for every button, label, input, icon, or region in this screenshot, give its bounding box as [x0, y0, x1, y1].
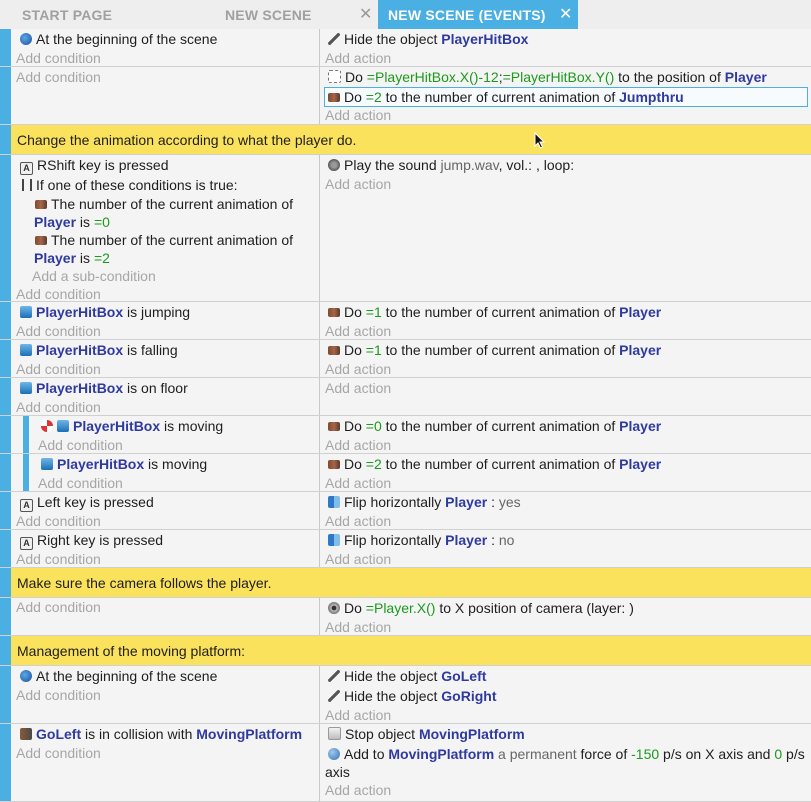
add-action-link[interactable]: Add action [325, 50, 392, 66]
sub-condition-cont [34, 249, 110, 267]
value: PlayerHitBox.Y() [510, 69, 615, 85]
actions-area [320, 492, 811, 529]
condition-text: If one of these conditions is true: [36, 177, 238, 193]
action[interactable] [328, 303, 661, 321]
scene-start-icon [20, 33, 32, 45]
event-bar[interactable] [0, 530, 11, 567]
condition[interactable] [20, 493, 154, 511]
keyboard-icon: A [20, 537, 33, 550]
add-action-link[interactable]: Add action [325, 380, 392, 396]
event-bar[interactable] [0, 378, 11, 415]
operator: = [502, 69, 511, 85]
add-action-link[interactable]: Add action [325, 361, 392, 377]
condition[interactable] [41, 455, 207, 473]
comment-text[interactable]: Change the animation according to what the player do. [17, 132, 357, 148]
value: 2 [373, 456, 382, 472]
event-row[interactable] [0, 492, 811, 530]
event-bar[interactable] [0, 302, 11, 339]
add-subcondition-link[interactable]: Add a sub-condition [32, 268, 156, 284]
add-condition-link[interactable]: Add condition [16, 513, 101, 529]
value: 1 [373, 304, 382, 320]
add-action-link[interactable]: Add action [325, 475, 392, 491]
object-name: Player [619, 342, 662, 358]
object-name: Player [619, 418, 662, 434]
condition-text: key is pressed [75, 157, 169, 173]
actions-area [320, 29, 811, 66]
event-row[interactable] [0, 340, 811, 378]
action[interactable] [328, 667, 486, 685]
add-condition-link[interactable]: Add condition [16, 399, 101, 415]
condition[interactable] [20, 531, 163, 549]
event-bar[interactable] [0, 67, 11, 124]
object-name: MovingPlatform [196, 726, 303, 742]
operator: = [366, 69, 375, 85]
action-text: Stop object [345, 726, 419, 742]
event-bar[interactable] [0, 724, 11, 801]
condition-text: is on floor [123, 380, 188, 396]
add-condition-link[interactable]: Add condition [16, 599, 101, 615]
conditions-area [11, 155, 320, 301]
platformer-icon [20, 344, 32, 356]
object-name: Player [34, 250, 77, 266]
action-text: Do [344, 342, 366, 358]
condition[interactable] [20, 725, 302, 743]
event-bar[interactable] [0, 454, 11, 491]
camera-icon [328, 602, 340, 614]
platformer-icon [20, 382, 32, 394]
sub-event-row[interactable] [0, 416, 811, 454]
actions-area [320, 302, 811, 339]
action-text: p/s [782, 746, 805, 762]
or-icon [22, 179, 32, 191]
value: yes [498, 494, 521, 510]
action[interactable] [328, 30, 528, 48]
comment-text[interactable]: Make sure the camera follows the player. [17, 575, 272, 591]
action-text: Flip horizontally [344, 494, 446, 510]
object-name: PlayerHitBox [57, 456, 145, 472]
keyboard-icon: A [20, 499, 33, 512]
sound-file: jump.wav [440, 157, 499, 173]
value: -150 [631, 746, 660, 762]
action[interactable] [328, 531, 514, 549]
condition-text: is jumping [123, 304, 191, 320]
action-text: to X position of camera [435, 600, 587, 616]
action[interactable] [328, 68, 767, 86]
animation-icon [328, 308, 340, 317]
condition[interactable] [20, 303, 190, 321]
object-name: Player [619, 304, 662, 320]
value: 2 [373, 89, 382, 105]
add-condition-link[interactable]: Add condition [16, 69, 101, 85]
animation-icon [35, 236, 47, 245]
action-text: Hide the object [344, 31, 442, 47]
action-text: , loop: [535, 157, 575, 173]
separator: : [487, 494, 499, 510]
event-row[interactable] [0, 598, 811, 636]
event-bar[interactable] [0, 340, 11, 377]
mouse-cursor-icon [534, 132, 546, 150]
condition-text: is [76, 250, 94, 266]
action-text: Hide the object [344, 668, 442, 684]
action[interactable] [328, 156, 574, 174]
hide-object-icon [328, 670, 340, 682]
comment-row[interactable] [0, 568, 811, 598]
actions-area [320, 340, 811, 377]
comment-row[interactable] [0, 636, 811, 666]
sub-condition-cont [34, 213, 110, 231]
condition-text: is moving [160, 418, 224, 434]
sound-icon [328, 159, 340, 171]
action[interactable] [328, 341, 661, 359]
action[interactable] [328, 725, 525, 743]
action-text: p/s on X axis and [659, 746, 775, 762]
event-bar[interactable] [0, 492, 11, 529]
operator: = [93, 214, 103, 230]
event-row[interactable] [0, 67, 811, 125]
action-text: Do [344, 304, 366, 320]
action-text: to the number of current animation of [381, 418, 620, 434]
add-condition-link[interactable]: Add condition [16, 551, 101, 567]
add-action-link[interactable]: Add action [325, 551, 392, 567]
animation-icon [35, 200, 47, 209]
comment-row[interactable] [0, 125, 811, 155]
conditions-area [11, 598, 320, 635]
add-condition-link[interactable]: Add condition [16, 50, 101, 66]
object-name: GoLeft [36, 726, 82, 742]
event-bar[interactable] [0, 568, 11, 597]
actions-area [320, 155, 811, 301]
conditions-area [11, 492, 320, 529]
conditions-area [11, 666, 320, 723]
condition-text: is in collision with [81, 726, 197, 742]
conditions-area [11, 724, 320, 801]
condition[interactable] [41, 417, 223, 435]
comment-text[interactable]: Management of the moving platform: [17, 643, 246, 659]
action[interactable] [328, 455, 661, 473]
condition-text: At the beginning of the scene [36, 31, 218, 47]
stop-object-icon [328, 727, 341, 740]
conditions-area [11, 340, 320, 377]
actions-area [320, 378, 811, 415]
add-condition-link[interactable]: Add condition [16, 361, 101, 377]
event-row[interactable] [0, 378, 811, 416]
object-name: Player [445, 494, 488, 510]
key-name: RShift [37, 157, 76, 173]
key-name: Right [37, 532, 70, 548]
conditions-area [11, 530, 320, 567]
add-condition-link[interactable]: Add condition [38, 475, 123, 491]
add-condition-link[interactable]: Add condition [38, 437, 123, 453]
object-name: PlayerHitBox [73, 418, 161, 434]
animation-icon [328, 93, 340, 102]
add-action-link[interactable]: Add action [325, 513, 392, 529]
add-action-link[interactable]: Add action [325, 323, 392, 339]
sub-event-row[interactable] [0, 454, 811, 492]
conditions-area [11, 378, 320, 415]
object-name: Player [445, 532, 488, 548]
operator: = [93, 250, 103, 266]
actions-area [320, 454, 811, 491]
event-row[interactable] [0, 302, 811, 340]
actions-area [320, 666, 811, 723]
action-text: , vol.: [498, 157, 536, 173]
flip-icon [328, 496, 340, 508]
action[interactable] [328, 745, 805, 763]
action-text: Do [345, 69, 367, 85]
condition[interactable] [20, 156, 169, 174]
action[interactable] [328, 599, 634, 617]
event-row[interactable] [0, 666, 811, 724]
value: 1 [373, 342, 382, 358]
tab-new-scene-close-icon[interactable]: ✕ [359, 6, 373, 23]
action-text: force of [580, 746, 632, 762]
sub-condition[interactable] [35, 195, 293, 213]
add-condition-link[interactable]: Add condition [16, 323, 101, 339]
event-row[interactable] [0, 530, 811, 568]
add-action-link[interactable]: Add action [325, 782, 392, 798]
operator: = [365, 342, 374, 358]
value: Player.X() [373, 600, 436, 616]
tab-start-page[interactable]: START PAGE [22, 7, 113, 23]
add-action-link[interactable]: Add action [325, 619, 392, 635]
condition-text: key is pressed [60, 494, 154, 510]
condition-text: The number of the current animation of [51, 196, 294, 212]
force-icon [328, 748, 340, 760]
sub-condition[interactable] [35, 231, 293, 249]
condition-text: The number of the current animation of [51, 232, 294, 248]
operator: = [365, 456, 374, 472]
action-text: Add to [344, 746, 389, 762]
action-selected[interactable] [324, 87, 808, 107]
separator: ; [498, 69, 503, 85]
object-name: PlayerHitBox [36, 380, 124, 396]
hide-object-icon [328, 33, 340, 45]
operator: = [365, 600, 374, 616]
action-text: to the position of [614, 69, 725, 85]
conditions-area [11, 67, 320, 124]
condition-text: is [76, 214, 94, 230]
object-name: MovingPlatform [418, 726, 525, 742]
scene-start-icon [20, 670, 32, 682]
operator: = [365, 418, 374, 434]
event-bar[interactable] [0, 598, 11, 635]
action-text: Hide the object [344, 688, 442, 704]
action-text: Play the sound [344, 157, 441, 173]
actions-area [320, 598, 811, 635]
object-name: Jumpthru [619, 89, 684, 105]
object-name: Player [619, 456, 662, 472]
operator: = [365, 89, 374, 105]
value: PlayerHitBox.X()-12 [374, 69, 499, 85]
action-text: Do [344, 89, 366, 105]
key-name: Left [37, 494, 61, 510]
object-name: GoRight [441, 688, 497, 704]
object-name: Player [724, 69, 767, 85]
event-bar[interactable] [0, 29, 11, 66]
add-condition-link[interactable]: Add condition [16, 286, 101, 302]
hide-object-icon [328, 690, 340, 702]
keyboard-icon: A [20, 162, 33, 175]
event-bar[interactable] [0, 155, 11, 301]
action-wrap [325, 763, 350, 781]
tab-new-scene-events-label: NEW SCENE (EVENTS) [388, 7, 546, 23]
value: 0 [102, 214, 110, 230]
condition[interactable] [20, 30, 217, 48]
actions-area [320, 724, 811, 801]
actions-area [320, 67, 811, 124]
add-condition-link[interactable]: Add condition [16, 745, 101, 761]
action-text: axis [325, 764, 350, 780]
condition[interactable] [20, 667, 217, 685]
tab-new-scene-events-close-icon[interactable]: ✕ [559, 6, 573, 23]
condition-text: key is pressed [69, 532, 164, 548]
condition-text: is moving [144, 456, 208, 472]
event-row[interactable] [0, 724, 811, 802]
action[interactable] [328, 687, 497, 705]
object-name: Player [34, 214, 77, 230]
value: 0 [774, 746, 783, 762]
operator: = [365, 304, 374, 320]
conditions-area [11, 454, 320, 491]
add-action-link[interactable]: Add action [325, 176, 392, 192]
animation-icon [328, 346, 340, 355]
action-text: Do [344, 456, 366, 472]
event-row[interactable] [0, 29, 811, 67]
add-action-link[interactable]: Add action [325, 437, 392, 453]
action[interactable] [328, 493, 521, 511]
invert-condition-icon [41, 420, 53, 432]
condition-text: is falling [123, 342, 178, 358]
value: 2 [102, 250, 110, 266]
events-sheet [0, 29, 811, 801]
add-action-link[interactable]: Add action [325, 107, 392, 123]
animation-icon [328, 460, 340, 469]
flip-icon [328, 534, 340, 546]
condition[interactable] [20, 379, 188, 397]
action-text: a permanent [494, 746, 581, 762]
action-text: to the number of current animation of [381, 304, 620, 320]
conditions-area [11, 302, 320, 339]
platformer-icon [41, 458, 53, 470]
object-name: PlayerHitBox [36, 304, 124, 320]
position-icon [328, 70, 341, 83]
value: no [498, 532, 515, 548]
event-bar[interactable] [0, 666, 11, 723]
action-text: (layer: ) [586, 600, 634, 616]
object-name: PlayerHitBox [441, 31, 529, 47]
actions-area [320, 530, 811, 567]
object-name: MovingPlatform [388, 746, 495, 762]
platformer-icon [20, 306, 32, 318]
actions-area [320, 416, 811, 453]
animation-icon [328, 422, 340, 431]
action-text: to the number of current animation of [381, 456, 620, 472]
separator: : [487, 532, 499, 548]
event-row[interactable] [0, 155, 811, 302]
condition[interactable] [20, 341, 178, 359]
value: 0 [373, 418, 382, 434]
event-bar[interactable] [0, 636, 11, 665]
tab-new-scene-events[interactable] [378, 0, 578, 29]
add-action-link[interactable]: Add action [325, 707, 392, 723]
conditions-area [11, 416, 320, 453]
conditions-area [11, 29, 320, 66]
action-text: Flip horizontally [344, 532, 446, 548]
object-name: GoLeft [441, 668, 487, 684]
object-name: PlayerHitBox [36, 342, 124, 358]
action-text: to the number of current animation of [381, 342, 620, 358]
action[interactable] [328, 417, 661, 435]
add-condition-link[interactable]: Add condition [16, 687, 101, 703]
event-bar[interactable] [0, 416, 11, 453]
condition-or[interactable] [22, 176, 238, 194]
platformer-icon [57, 420, 69, 432]
action-text: Do [344, 600, 366, 616]
collision-icon [20, 728, 32, 740]
action-text: Do [344, 418, 366, 434]
tab-new-scene[interactable]: NEW SCENE [225, 7, 312, 23]
event-bar[interactable] [0, 125, 11, 154]
action-text: to the number of current animation of [381, 89, 620, 105]
tab-bar [0, 0, 811, 29]
condition-text: At the beginning of the scene [36, 668, 218, 684]
